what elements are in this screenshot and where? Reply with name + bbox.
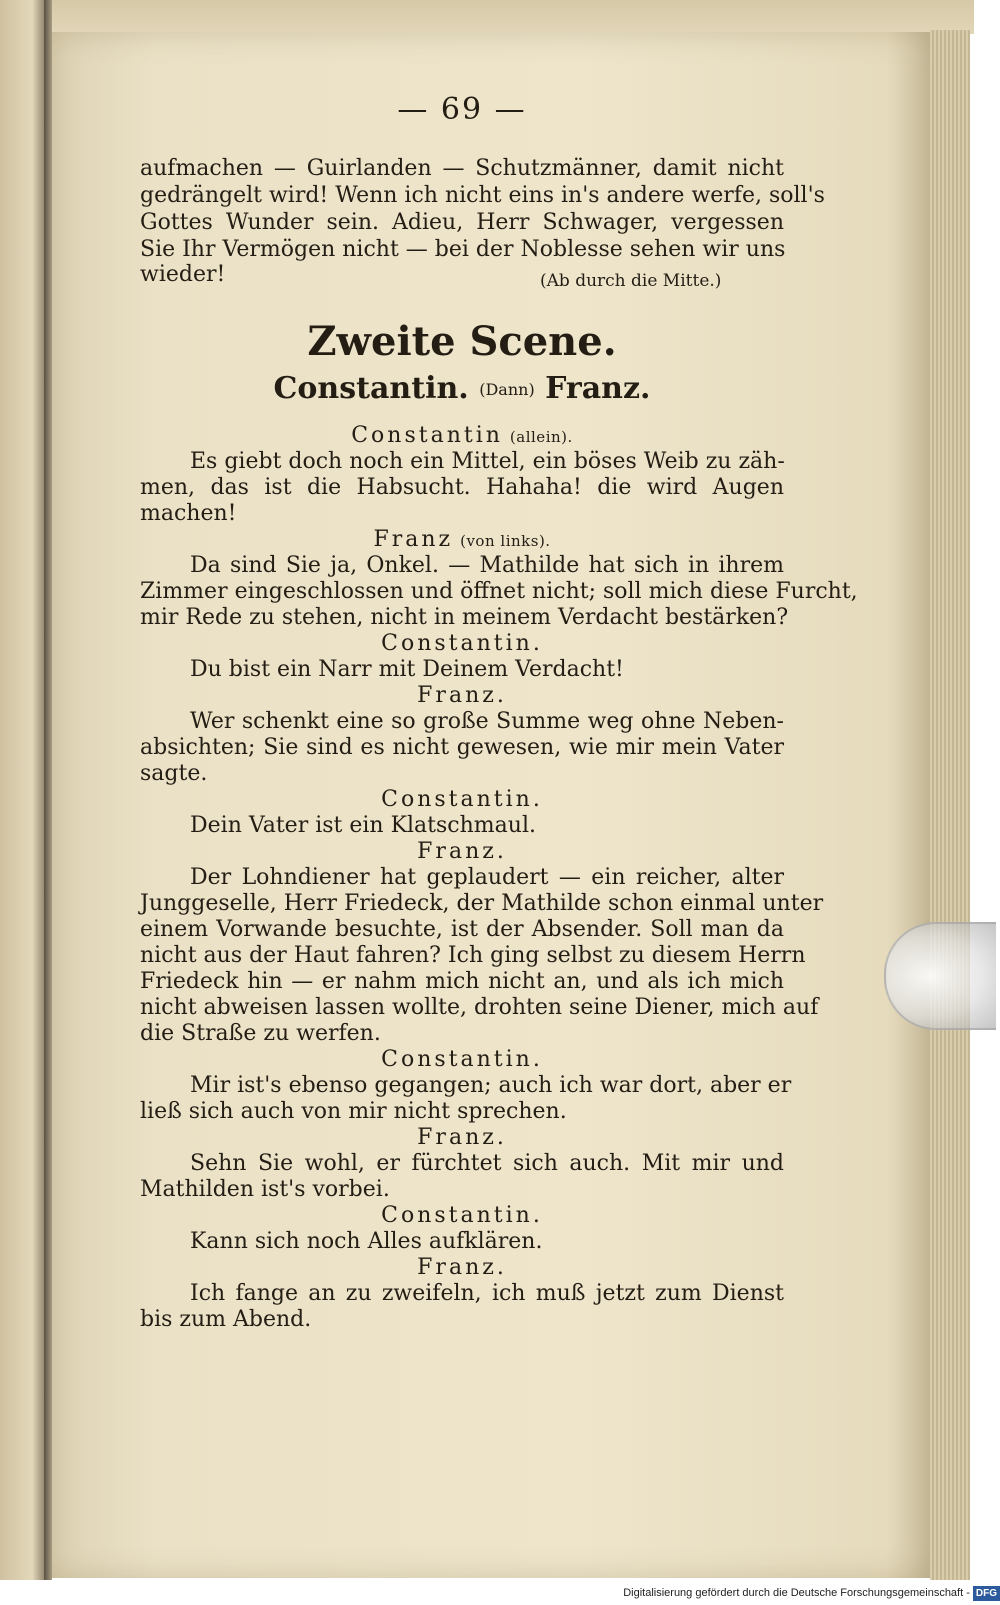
text-line: Wer schenkt eine so große Summe weg ohne Neben-	[190, 709, 784, 734]
text-line: nicht abweisen lassen wollte, drohten seine Diener, mich auf	[140, 995, 819, 1020]
speaker-name: Franz	[373, 527, 454, 552]
speaker-name: Franz.	[417, 1125, 507, 1150]
speaker-name: Franz.	[417, 683, 507, 708]
speaker-heading	[140, 527, 784, 554]
speaker-heading	[140, 423, 784, 450]
text-line: Es giebt doch noch ein Mittel, ein böses Weib zu zäh-	[190, 449, 785, 474]
top-margin-shadow	[44, 0, 974, 34]
text-line: Mathilden ist's vorbei.	[140, 1177, 390, 1202]
speaker-name: Constantin.	[381, 631, 543, 656]
footer-text: Digitalisierung gefördert durch die Deutsche Forschungsgemeinschaft -	[623, 1587, 970, 1599]
cast-second: Franz.	[545, 371, 651, 406]
text-line: die Straße zu werfen.	[140, 1021, 381, 1046]
speaker-name: Constantin.	[381, 1203, 543, 1228]
text-line: men, das ist die Habsucht. Hahaha! die wird Augen	[140, 475, 784, 500]
speaker-name: Franz.	[417, 1255, 507, 1280]
text-line: Der Lohndiener hat geplaudert — ein reicher, alter	[190, 865, 784, 890]
cast-connector: (Dann)	[479, 380, 535, 399]
text-line: Kann sich noch Alles aufklären.	[190, 1229, 543, 1254]
page-stack-edge	[930, 30, 970, 1580]
text-line: wieder!	[140, 262, 226, 287]
text-line: Zimmer eingeschlossen und öffnet nicht; soll mich diese Furcht,	[140, 579, 858, 604]
text-line: machen!	[140, 501, 237, 526]
text-line: Gottes Wunder sein. Adieu, Herr Schwager, vergessen	[140, 210, 784, 235]
text-line: Dein Vater ist ein Klatschmaul.	[190, 813, 536, 838]
text-line: absichten; Sie sind es nicht gewesen, wie mir mein Vater	[140, 735, 784, 760]
stage-direction: (allein).	[509, 428, 573, 446]
text-line: gedrängelt wird! Wenn ich nicht eins in's andere werfe, soll's	[140, 183, 825, 208]
page-clip	[884, 922, 996, 1030]
text-line: Da sind Sie ja, Onkel. — Mathilde hat sich in ihrem	[190, 553, 784, 578]
scene-cast	[140, 370, 784, 409]
cast-first: Constantin.	[273, 371, 469, 406]
book-gutter	[44, 0, 52, 1580]
stage-direction: (von links).	[460, 532, 551, 550]
speaker-name: Constantin	[351, 423, 503, 448]
page-number: — 69 —	[397, 92, 527, 127]
text-line: Junggeselle, Herr Friedeck, der Mathilde schon einmal unter	[140, 891, 824, 916]
text-line: Mir ist's ebenso gegangen; auch ich war dort, aber er	[190, 1073, 792, 1098]
text-line: einem Vorwande besuchte, ist der Absender. Soll man da	[140, 917, 784, 942]
text-line: sagte.	[140, 761, 208, 786]
speaker-name: Franz.	[417, 839, 507, 864]
text-line: ließ sich auch von mir nicht sprechen.	[140, 1099, 567, 1124]
stage-direction: (Ab durch die Mitte.)	[540, 271, 722, 291]
dfg-logo: DFG	[973, 1586, 1000, 1601]
speaker-name: Constantin.	[381, 787, 543, 812]
text-line: Sie Ihr Vermögen nicht — bei der Noblesse sehen wir uns	[140, 237, 786, 262]
text-line: mir Rede zu stehen, nicht in meinem Verdacht bestärken?	[140, 605, 789, 630]
speaker-name: Constantin.	[381, 1047, 543, 1072]
text-line: aufmachen — Guirlanden — Schutzmänner, damit nicht	[140, 156, 784, 181]
text-line: Ich fange an zu zweifeln, ich muß jetzt zum Dienst	[190, 1281, 784, 1306]
previous-page-edge	[0, 0, 46, 1580]
text-line: Friedeck hin — er nahm mich nicht an, und als ich mich	[140, 969, 784, 994]
text-line: nicht aus der Haut fahren? Ich ging selbst zu diesem Herrn	[140, 943, 806, 968]
text-line: bis zum Abend.	[140, 1307, 312, 1332]
text-line: Du bist ein Narr mit Deinem Verdacht!	[190, 657, 624, 682]
digitization-footer	[590, 1582, 1000, 1605]
text-line: Sehn Sie wohl, er fürchtet sich auch. Mit mir und	[190, 1151, 784, 1176]
scene-title: Zweite Scene.	[307, 318, 617, 365]
